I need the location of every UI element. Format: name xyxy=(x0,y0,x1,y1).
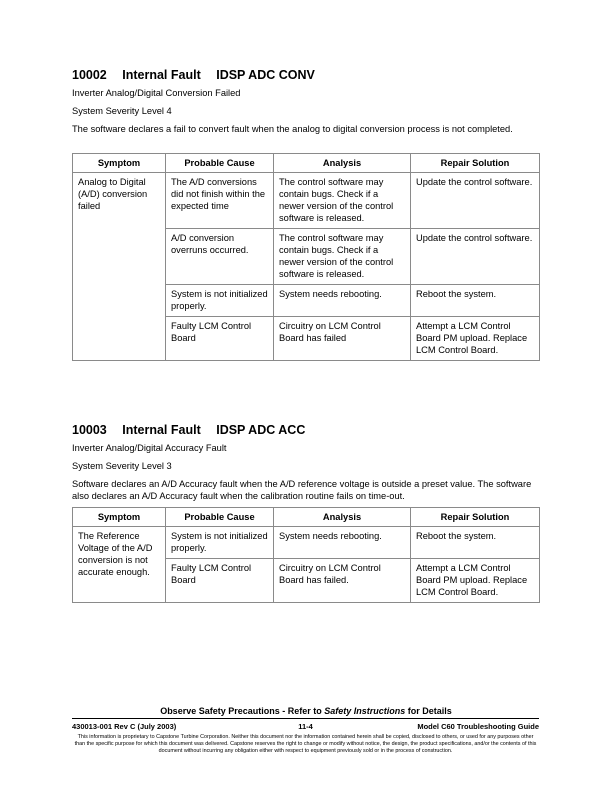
cause-cell: System is not initialized properly. xyxy=(166,527,274,559)
header-symptom: Symptom xyxy=(73,508,166,527)
legal-notice: This information is proprietary to Capstone Turbine Corporation. Neither this document nor the information contained herein shall be copied, disclosed to others, or used for any purposes other than the specific purpose for which this document was delivered. Capstone reserves the right to change or modify without notice, the design, the product specifications, and/or the contents of this document without incurring any obligation either with respect to equipment previously sold or in the process of construction. xyxy=(74,734,537,754)
page-number: 11-4 xyxy=(298,722,313,731)
troubleshooting-table-10003 xyxy=(72,507,540,603)
analysis-cell: Circuitry on LCM Control Board has failed xyxy=(274,317,411,361)
header-symptom: Symptom xyxy=(73,154,166,173)
section-title-10002 xyxy=(72,68,315,82)
analysis-cell: System needs rebooting. xyxy=(274,285,411,317)
header-analysis: Analysis xyxy=(274,508,411,527)
table-header-row xyxy=(73,508,540,527)
fault-subtitle: Inverter Analog/Digital Accuracy Fault xyxy=(72,443,227,453)
severity-level: System Severity Level 3 xyxy=(72,461,172,471)
fault-code: 10002 xyxy=(72,68,107,82)
solution-cell: Reboot the system. xyxy=(411,527,540,559)
header-probable-cause: Probable Cause xyxy=(166,508,274,527)
cause-cell: Faulty LCM Control Board xyxy=(166,559,274,603)
fault-name: Internal Fault xyxy=(122,68,201,82)
fault-subcode: IDSP ADC ACC xyxy=(216,423,306,437)
troubleshooting-table-10002 xyxy=(72,153,540,361)
fault-name: Internal Fault xyxy=(122,423,201,437)
symptom-cell: The Reference Voltage of the A/D conversion is not accurate enough. xyxy=(73,527,166,603)
solution-cell: Update the control software. xyxy=(411,229,540,285)
analysis-cell: Circuitry on LCM Control Board has failed. xyxy=(274,559,411,603)
safety-note xyxy=(0,706,612,716)
fault-description: Software declares an A/D Accuracy fault when the A/D reference voltage is outside a preset value. The software also declares an A/D Accuracy fault when the calibration routine fails on time-out. xyxy=(72,479,532,501)
table-row xyxy=(73,173,540,229)
solution-cell: Attempt a LCM Control Board PM upload. Replace LCM Control Board. xyxy=(411,317,540,361)
header-probable-cause: Probable Cause xyxy=(166,154,274,173)
cause-cell: The A/D conversions did not finish within the expected time xyxy=(166,173,274,229)
analysis-cell: The control software may contain bugs. Check if a newer version of the control software is released. xyxy=(274,173,411,229)
solution-cell: Reboot the system. xyxy=(411,285,540,317)
header-repair-solution: Repair Solution xyxy=(411,154,540,173)
solution-cell: Update the control software. xyxy=(411,173,540,229)
severity-level: System Severity Level 4 xyxy=(72,106,172,116)
guide-title: Model C60 Troubleshooting Guide xyxy=(417,722,539,731)
section-title-10003 xyxy=(72,423,305,437)
cause-cell: System is not initialized properly. xyxy=(166,285,274,317)
header-repair-solution: Repair Solution xyxy=(411,508,540,527)
document-number: 430013-001 Rev C (July 2003) xyxy=(72,722,177,731)
table-header-row xyxy=(73,154,540,173)
header-analysis: Analysis xyxy=(274,154,411,173)
cause-cell: A/D conversion overruns occurred. xyxy=(166,229,274,285)
table-row xyxy=(73,527,540,559)
footer-divider xyxy=(72,718,539,719)
analysis-cell: The control software may contain bugs. Check if a newer version of the control software is released. xyxy=(274,229,411,285)
fault-subcode: IDSP ADC CONV xyxy=(216,68,315,82)
fault-subtitle: Inverter Analog/Digital Conversion Failed xyxy=(72,88,241,98)
fault-code: 10003 xyxy=(72,423,107,437)
symptom-cell: Analog to Digital (A/D) conversion failed xyxy=(73,173,166,361)
safety-note-italic: Safety Instructions xyxy=(324,706,406,716)
safety-note-prefix: Observe Safety Precautions - Refer to xyxy=(160,706,325,716)
fault-description: The software declares a fail to convert fault when the analog to digital conversion process is not completed. xyxy=(72,124,513,134)
solution-cell: Attempt a LCM Control Board PM upload. Replace LCM Control Board. xyxy=(411,559,540,603)
cause-cell: Faulty LCM Control Board xyxy=(166,317,274,361)
analysis-cell: System needs rebooting. xyxy=(274,527,411,559)
safety-note-suffix: for Details xyxy=(405,706,452,716)
